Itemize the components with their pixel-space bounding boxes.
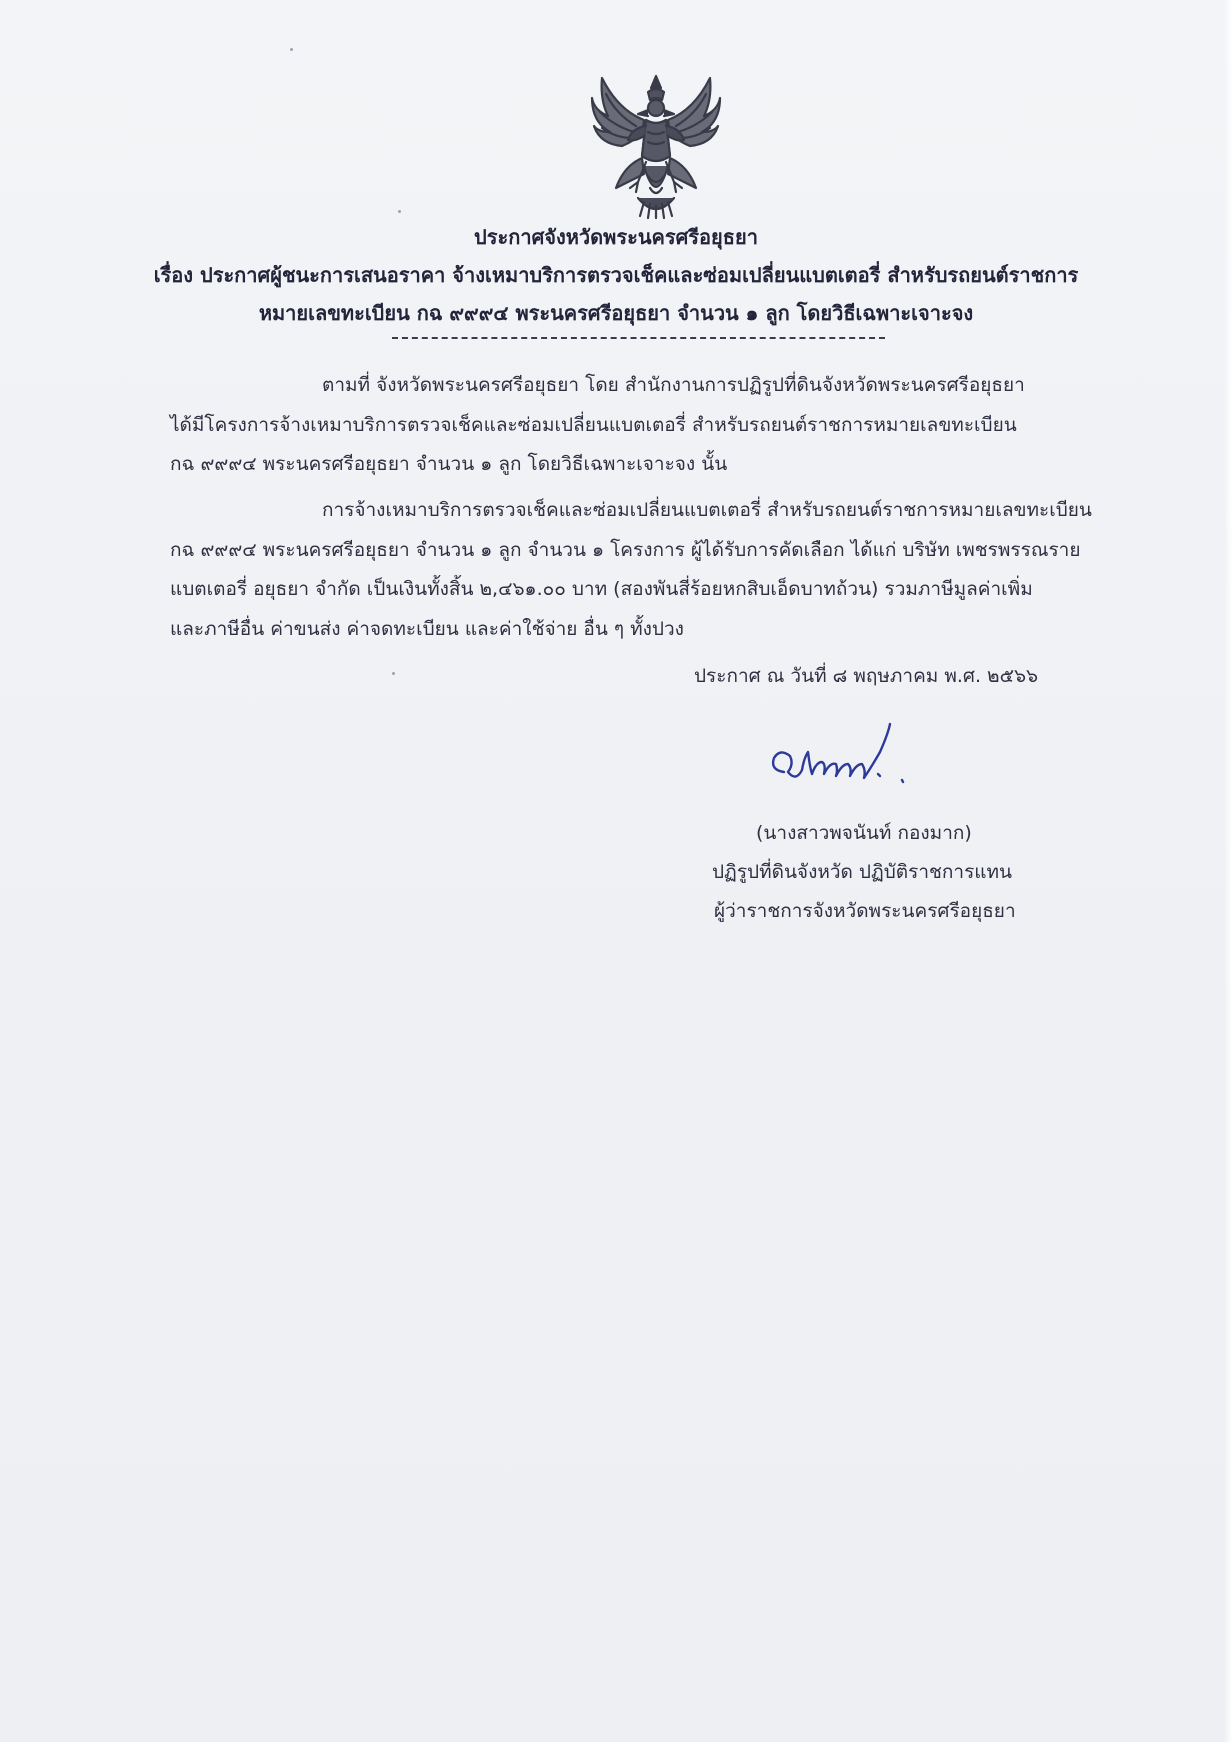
paragraph-1-line-2: ได้มีโครงการจ้างเหมาบริการตรวจเช็คและซ่อมเปลี่ยนแบตเตอรี่ สำหรับรถยนต์ราชการหมายเลขทะเบียน — [170, 414, 1017, 436]
paragraph-2-line-2: กฉ ๙๙๙๔ พระนครศรีอยุธยา จำนวน ๑ ลูก จำนวน ๑ โครงการ ผู้ได้รับการคัดเลือก ได้แก่ บริษัท เพชรพรรณราย — [170, 539, 1081, 561]
paragraph-1-line-3: กฉ ๙๙๙๔ พระนครศรีอยุธยา จำนวน ๑ ลูก โดยวิธีเฉพาะเจาะจง นั้น — [170, 453, 728, 475]
subject-line-2: หมายเลขทะเบียน กฉ ๙๙๙๔ พระนครศรีอยุธยา จำนวน ๑ ลูก โดยวิธีเฉพาะเจาะจง — [258, 301, 974, 325]
scan-speck — [398, 210, 401, 213]
scan-speck — [392, 672, 395, 675]
signature-icon — [762, 712, 912, 802]
announcement-date: ประกาศ ณ วันที่ ๘ พฤษภาคม พ.ศ. ๒๕๖๖ — [694, 665, 1039, 687]
paragraph-2-line-3: แบตเตอรี่ อยุธยา จำกัด เป็นเงินทั้งสิ้น ๒,๔๖๑.๐๐ บาท (สองพันสี่ร้อยหกสิบเอ็ดบาทถ้วน) รวมภาษีมูลค่าเพิ่ม — [170, 578, 1033, 600]
signatory-position-2: ผู้ว่าราชการจังหวัดพระนครศรีอยุธยา — [714, 900, 1016, 922]
page-title: ประกาศจังหวัดพระนครศรีอยุธยา — [474, 225, 758, 249]
paragraph-1-line-1: ตามที่ จังหวัดพระนครศรีอยุธยา โดย สำนักงานการปฏิรูปที่ดินจังหวัดพระนครศรีอยุธยา — [322, 374, 1025, 396]
scan-speck — [290, 48, 293, 51]
signatory-name: (นางสาวพจนันท์ กองมาก) — [756, 822, 972, 844]
subject-line-1: เรื่อง ประกาศผู้ชนะการเสนอราคา จ้างเหมาบริการตรวจเช็คและซ่อมเปลี่ยนแบตเตอรี่ สำหรับรถยนต์ราชการ — [153, 263, 1079, 287]
dashed-separator — [392, 337, 885, 339]
signatory-position-1: ปฏิรูปที่ดินจังหวัด ปฏิบัติราชการแทน — [712, 861, 1013, 883]
paragraph-2-line-1: การจ้างเหมาบริการตรวจเช็คและซ่อมเปลี่ยนแบตเตอรี่ สำหรับรถยนต์ราชการหมายเลขทะเบียน — [322, 499, 1092, 521]
garuda-emblem-icon — [588, 70, 724, 220]
paragraph-2-line-4: และภาษีอื่น ค่าขนส่ง ค่าจดทะเบียน และค่าใช้จ่าย อื่น ๆ ทั้งปวง — [170, 618, 684, 640]
